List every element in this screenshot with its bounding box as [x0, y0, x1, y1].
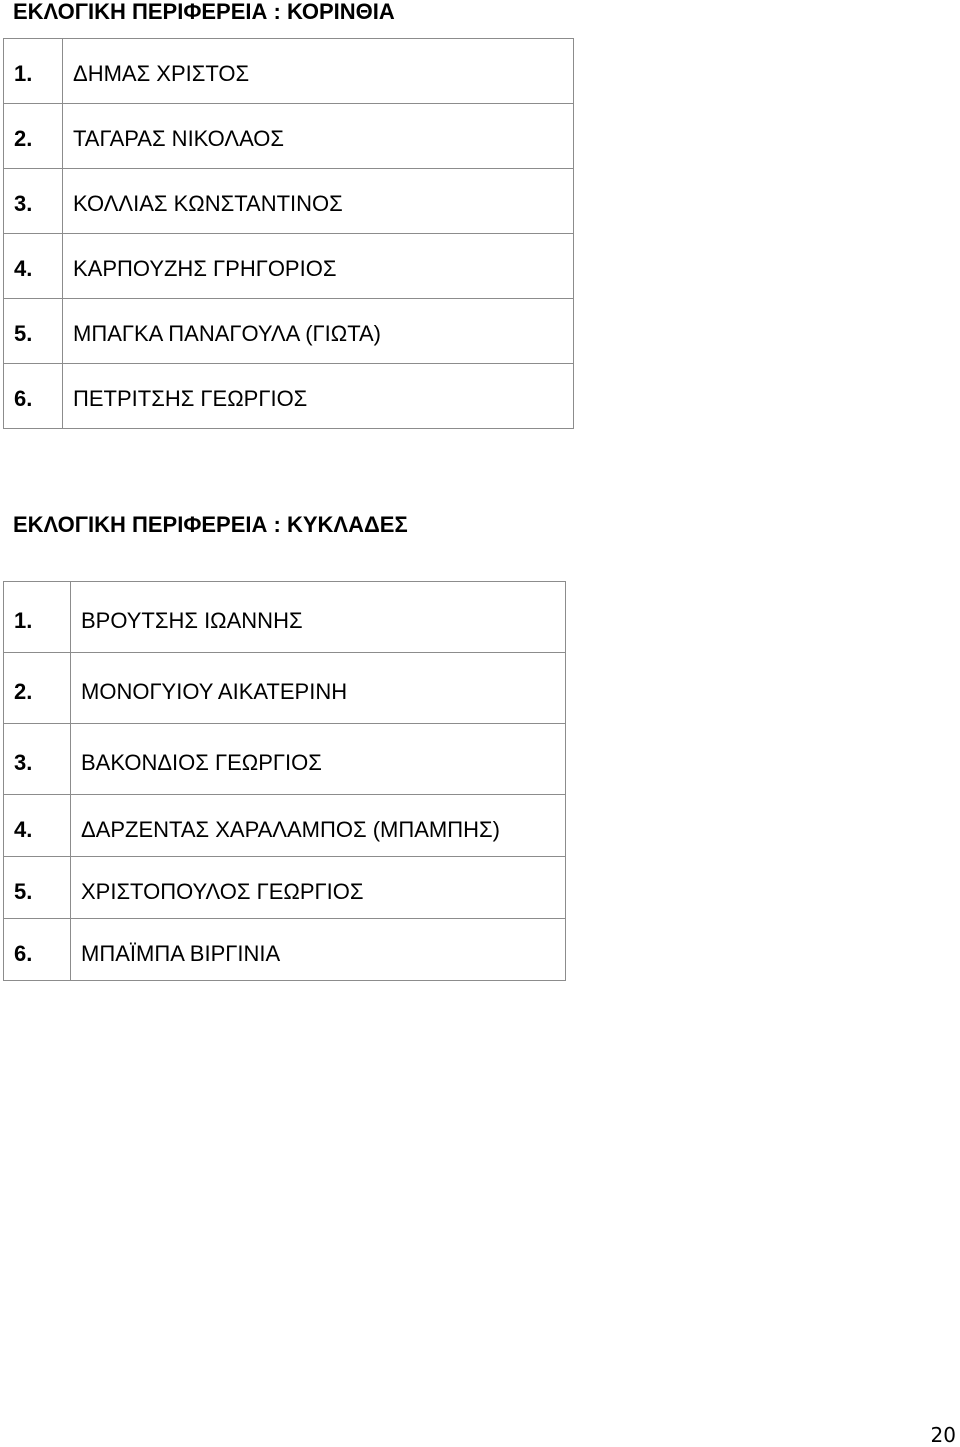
candidate-name: ΚΑΡΠΟΥΖΗΣ ΓΡΗΓΟΡΙΟΣ	[63, 234, 574, 299]
table-row	[4, 919, 566, 981]
candidate-table-korinthia	[3, 38, 574, 429]
table-row	[4, 169, 574, 234]
candidate-name: ΜΠΑΓΚΑ ΠΑΝΑΓΟΥΛΑ (ΓΙΩΤΑ)	[63, 299, 574, 364]
table-row	[4, 364, 574, 429]
section-heading-kyklades: ΕΚΛΟΓΙΚΗ ΠΕΡΙΦΕΡΕΙΑ : ΚΥΚΛΑΔΕΣ	[13, 512, 408, 537]
candidate-name: ΚΟΛΛΙΑΣ ΚΩΝΣΤΑΝΤΙΝΟΣ	[63, 169, 574, 234]
candidate-name: ΜΟΝΟΓΥΙΟΥ ΑΙΚΑΤΕΡΙΝΗ	[71, 653, 566, 724]
table-row	[4, 724, 566, 795]
table-row	[4, 653, 566, 724]
table-row	[4, 857, 566, 919]
row-number: 5.	[4, 299, 63, 364]
candidate-name: ΜΠΑΪΜΠΑ ΒΙΡΓΙΝΙΑ	[71, 919, 566, 981]
table-row	[4, 299, 574, 364]
candidate-name: ΤΑΓΑΡΑΣ ΝΙΚΟΛΑΟΣ	[63, 104, 574, 169]
table-row	[4, 582, 566, 653]
section-heading-korinthia: ΕΚΛΟΓΙΚΗ ΠΕΡΙΦΕΡΕΙΑ : ΚΟΡΙΝΘΙΑ	[13, 0, 395, 24]
row-number: 6.	[4, 364, 63, 429]
row-number: 4.	[4, 795, 71, 857]
table-row	[4, 795, 566, 857]
candidate-name: ΧΡΙΣΤΟΠΟΥΛΟΣ ΓΕΩΡΓΙΟΣ	[71, 857, 566, 919]
row-number: 6.	[4, 919, 71, 981]
candidate-name: ΒΡΟΥΤΣΗΣ ΙΩΑΝΝΗΣ	[71, 582, 566, 653]
page-number: 20	[930, 1423, 956, 1447]
candidate-name: ΒΑΚΟΝΔΙΟΣ ΓΕΩΡΓΙΟΣ	[71, 724, 566, 795]
row-number: 1.	[4, 582, 71, 653]
candidate-name: ΔΑΡΖΕΝΤΑΣ ΧΑΡΑΛΑΜΠΟΣ (ΜΠΑΜΠΗΣ)	[71, 795, 566, 857]
table-row	[4, 39, 574, 104]
row-number: 4.	[4, 234, 63, 299]
candidate-name: ΔΗΜΑΣ ΧΡΙΣΤΟΣ	[63, 39, 574, 104]
table-row	[4, 104, 574, 169]
candidate-table-kyklades	[3, 581, 566, 981]
row-number: 2.	[4, 104, 63, 169]
row-number: 3.	[4, 724, 71, 795]
row-number: 1.	[4, 39, 63, 104]
row-number: 2.	[4, 653, 71, 724]
row-number: 5.	[4, 857, 71, 919]
candidate-name: ΠΕΤΡΙΤΣΗΣ ΓΕΩΡΓΙΟΣ	[63, 364, 574, 429]
table-row	[4, 234, 574, 299]
row-number: 3.	[4, 169, 63, 234]
